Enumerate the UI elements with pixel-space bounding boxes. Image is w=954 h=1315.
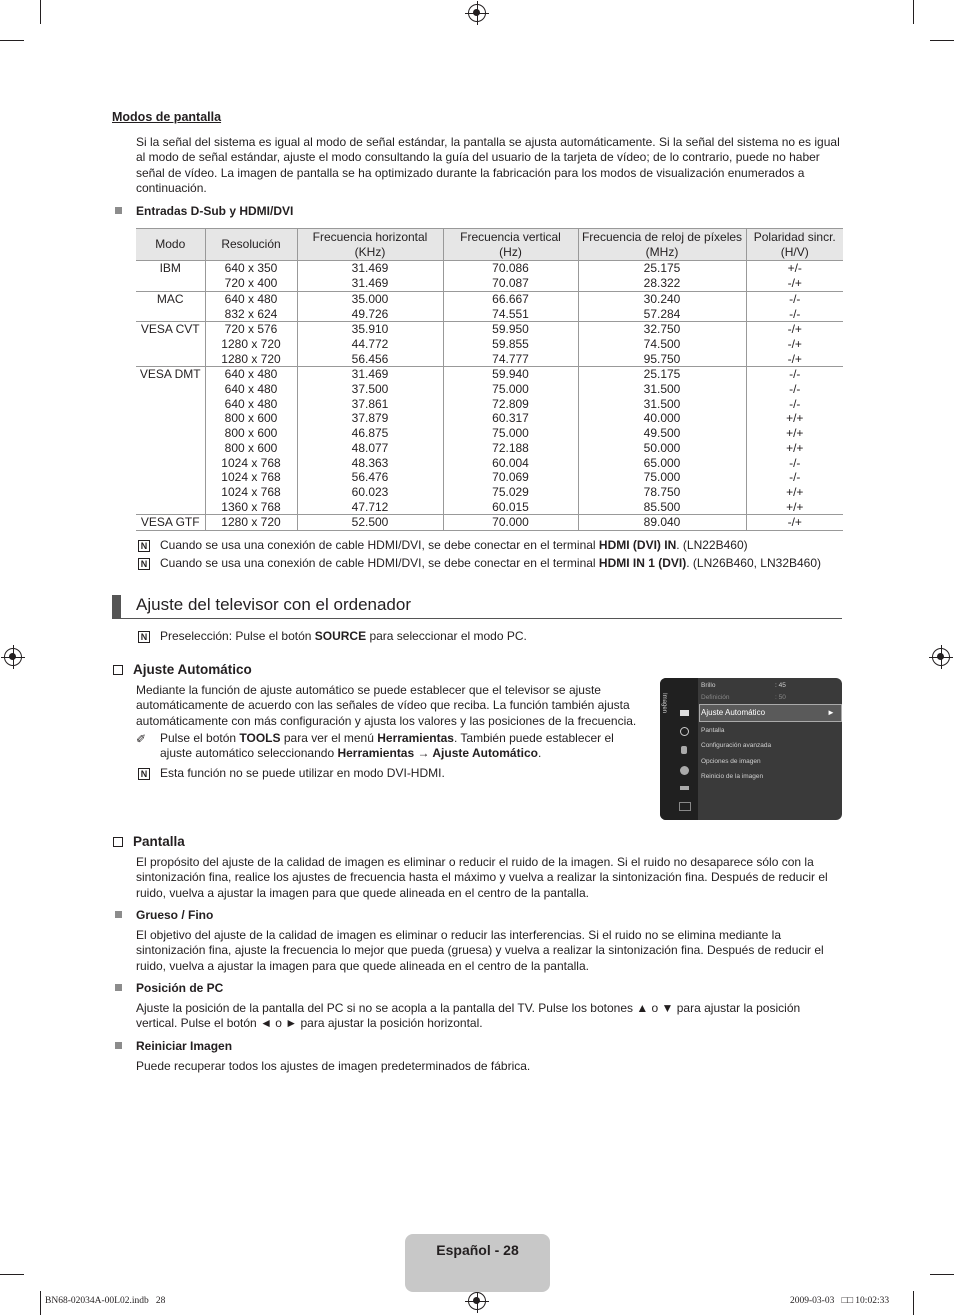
table-value: 49.726 — [351, 306, 389, 321]
grueso-row — [115, 908, 213, 922]
osd-sidebar — [660, 678, 698, 820]
grueso-text: El objetivo del ajuste de la calidad de imagen es eliminar o reducir las interferencias. Si el ruido no se elimina mediante la sintonización fina, ajuste la frecuencia lo mejor que pueda (gruesa) y vuelva a realizar la sintonización fina. Después de reducir el ruido, vuelva a ajustar la imagen para que quede alineada en el centro de la pantalla. — [136, 928, 824, 973]
table-value: 1280 x 720 — [221, 351, 281, 366]
posicion-row — [115, 981, 223, 995]
tools-icon: ✐ — [136, 732, 147, 746]
osd-arrow-icon: ► — [827, 708, 835, 717]
table-value: 640 x 480 — [224, 382, 278, 397]
pantalla-text: El propósito del ajuste de la calidad de imagen es eliminar o reducir el ruido de la imagen. Si el ruido no desaparece sólo con la sintonización fina, realice los ajustes de frecuencia hasta el máximo y vuelva a realizar la sintonización fina. Después de reducir el ruido, vuelva a ajustar la imagen para que quede alineada en el centro de la pantalla. — [136, 855, 828, 900]
table-cell-pol — [746, 367, 843, 515]
table-value: 832 x 624 — [224, 306, 278, 321]
reiniciar-label: Reiniciar Imagen — [136, 1039, 233, 1053]
text-bold: TOOLS — [239, 731, 281, 745]
grueso-label: Grueso / Fino — [136, 908, 214, 922]
table-cell-mode: MAC — [136, 291, 205, 321]
table-cell-v — [443, 261, 578, 291]
note-icon: N — [138, 768, 150, 780]
table-value: 70.086 — [492, 261, 529, 276]
table-header-row — [136, 229, 843, 261]
crop-mark — [930, 40, 954, 41]
text: Pulse el botón — [160, 731, 240, 745]
table-cell-res — [205, 291, 297, 321]
table-value: 1360 x 768 — [221, 499, 281, 514]
table-value: 75.029 — [492, 484, 529, 499]
table-value: 720 x 400 — [224, 276, 278, 291]
square-bullet-icon — [115, 1042, 122, 1049]
table-value: -/- — [789, 367, 801, 382]
text: . — [537, 746, 542, 761]
square-bullet-icon — [115, 911, 122, 918]
table-value: +/+ — [786, 484, 804, 499]
table-value: +/- — [787, 261, 802, 276]
table-value: 70.087 — [492, 276, 529, 291]
table-value: 35.000 — [351, 291, 389, 306]
crop-mark — [0, 1274, 24, 1275]
file-info: BN68-02034A-00L02.indb 28 — [45, 1296, 166, 1306]
table-value: 640 x 480 — [224, 396, 278, 411]
posicion-label: Posición de PC — [136, 981, 224, 995]
table-value: 75.000 — [492, 382, 529, 397]
table-value: 31.500 — [643, 396, 681, 411]
registration-mark-icon — [468, 4, 486, 22]
square-bullet-icon — [115, 207, 122, 214]
text-bold: Herramientas → Ajuste Automático — [337, 746, 538, 761]
table-cell-clk — [578, 367, 746, 515]
table-value: 44.772 — [351, 336, 389, 351]
table-value: 78.750 — [643, 484, 681, 499]
table-value: 60.023 — [351, 484, 389, 499]
crop-mark — [0, 40, 24, 41]
table-value: 31.469 — [351, 261, 389, 276]
auto-heading-row — [113, 662, 252, 677]
table-row — [136, 261, 843, 291]
table-value: 95.750 — [643, 351, 681, 366]
table-value: -/- — [789, 291, 801, 306]
table-value: 59.855 — [492, 336, 529, 351]
table-cell-pol — [746, 261, 843, 291]
table-value: +/+ — [786, 426, 804, 441]
table-value: -/- — [789, 455, 801, 470]
table-header-cell: Modo — [136, 229, 205, 261]
table-value: 46.875 — [351, 426, 389, 441]
table-value: -/- — [789, 470, 801, 485]
table-value: 31.500 — [643, 382, 681, 397]
note-icon: N — [138, 540, 150, 552]
section-note — [136, 629, 527, 644]
table-value: 72.188 — [492, 440, 529, 455]
table-cell-pol — [746, 291, 843, 321]
table-value: 37.879 — [351, 411, 389, 426]
note-text: . (LN26B460, LN32B460) — [686, 556, 822, 570]
reiniciar-row — [115, 1039, 232, 1053]
note-text: para seleccionar el modo PC. — [366, 629, 527, 643]
table-cell-res — [205, 367, 297, 515]
table-value: -/+ — [787, 276, 802, 291]
osd-label: Brillo — [701, 682, 716, 689]
table-value: 37.861 — [351, 396, 389, 411]
note-bold: HDMI (DVI) IN — [598, 538, 677, 552]
table-cell-v — [443, 515, 578, 531]
picture-icon — [680, 710, 689, 716]
table-value: -/- — [789, 382, 801, 397]
crop-mark — [40, 1291, 41, 1315]
table-cell-clk — [578, 515, 746, 531]
note-bold: HDMI IN 1 (DVI) — [598, 556, 687, 570]
table-value: 56.456 — [351, 351, 389, 366]
table-cell-mode: VESA DMT — [136, 367, 205, 515]
support-icon — [679, 802, 691, 811]
table-value: 52.500 — [351, 515, 389, 530]
osd-definicion-value: : 50 — [775, 694, 786, 701]
note-text: Cuando se usa una conexión de cable HDMI/DVI, se debe conectar en el terminal — [160, 538, 599, 552]
table-value: -/+ — [787, 515, 802, 530]
table-cell-pol — [746, 322, 843, 367]
crop-mark — [913, 1291, 914, 1315]
table-cell-v — [443, 291, 578, 321]
table-value: 31.469 — [351, 367, 389, 382]
table-value: +/+ — [786, 440, 804, 455]
square-bullet-icon — [115, 984, 122, 991]
table-value: 47.712 — [351, 499, 389, 514]
osd-item-reinicio: Reinicio de la imagen — [701, 773, 764, 780]
table-value: 65.000 — [643, 455, 681, 470]
section-underline — [112, 618, 842, 619]
table-value: 30.240 — [643, 291, 681, 306]
table-cell-mode: VESA CVT — [136, 322, 205, 367]
table-cell-clk — [578, 291, 746, 321]
table-value: 640 x 480 — [224, 291, 278, 306]
date-info: 2009-03-03 □□ 10:02:33 — [790, 1296, 890, 1306]
note-text: Preselección: Pulse el botón — [160, 629, 315, 643]
table-value: 59.950 — [492, 322, 529, 337]
table-value: 1024 x 768 — [221, 484, 281, 499]
auto-heading: Ajuste Automático — [133, 662, 252, 677]
table-row — [136, 515, 843, 531]
table-value: -/+ — [787, 351, 802, 366]
osd-item-config: Configuración avanzada — [701, 742, 772, 749]
table-value: 60.317 — [492, 411, 529, 426]
table-value: 66.667 — [492, 291, 529, 306]
table-value: 50.000 — [643, 440, 681, 455]
table-value: 74.500 — [643, 336, 681, 351]
table-value: 40.000 — [643, 411, 681, 426]
table-value: -/- — [789, 396, 801, 411]
table-value: 640 x 480 — [224, 367, 278, 382]
auto-note — [136, 766, 445, 781]
table-header-cell: Polaridad sincr. (H/V) — [746, 229, 843, 261]
table-row — [136, 291, 843, 321]
table-header-cell: Resolución — [205, 229, 297, 261]
checkbox-bullet-icon — [113, 837, 123, 847]
osd-item-opciones: Opciones de imagen — [701, 758, 761, 765]
table-header-cell: Frecuencia de reloj de píxeles (MHz) — [578, 229, 746, 261]
table-value: 800 x 600 — [224, 440, 278, 455]
table-cell-mode: IBM — [136, 261, 205, 291]
table-cell-res — [205, 515, 297, 531]
table-value: 57.284 — [643, 306, 681, 321]
auto-text: Mediante la función de ajuste automático se puede establecer que el televisor se ajuste automáticamente de acuerdo con las señales de vídeo que reciba. La función también ajusta automáticamente con más configuración y ajusta los valores y las posiciones de la frecuencia. — [136, 683, 637, 728]
table-cell-mode: VESA GTF — [136, 515, 205, 531]
osd-brillo — [701, 682, 715, 689]
table-value: +/+ — [786, 411, 804, 426]
text-bold: Herramientas — [377, 731, 454, 745]
note-bold: SOURCE — [314, 629, 367, 643]
table-cell-pol — [746, 515, 843, 531]
table-value: 60.004 — [492, 455, 529, 470]
table-value: 640 x 350 — [224, 261, 278, 276]
checkbox-bullet-icon — [113, 665, 123, 675]
table-note-1 — [136, 538, 846, 553]
table-value: 37.500 — [351, 382, 389, 397]
table-cell-h — [297, 322, 443, 367]
table-row — [136, 367, 843, 515]
pantalla-heading: Pantalla — [133, 834, 185, 849]
table-note-2 — [136, 556, 846, 571]
table-value: 28.322 — [643, 276, 681, 291]
text: . También puede establecer el ajuste automático seleccionando — [160, 731, 614, 761]
osd-item-pantalla: Pantalla — [701, 727, 725, 734]
table-value: 1280 x 720 — [221, 515, 281, 530]
section-bar — [112, 595, 121, 619]
table-value: -/+ — [787, 322, 802, 337]
frequency-table — [136, 228, 843, 531]
osd-definicion: Definición — [701, 694, 730, 701]
auto-tools-note — [136, 731, 636, 762]
table-value: -/- — [789, 306, 801, 321]
table-value: 74.777 — [492, 351, 529, 366]
table-cell-clk — [578, 261, 746, 291]
posicion-text: Ajuste la posición de la pantalla del PC si no se acopla a la pantalla del TV. Pulse los botones ▲ o ▼ para ajustar la posición vertical. Pulse el botón ◄ o ► para ajustar la posición horizontal. — [136, 1001, 801, 1031]
inputs-label-row — [115, 204, 293, 218]
osd-side-label: Imagen — [661, 692, 668, 714]
input-icon — [680, 786, 689, 790]
registration-mark-icon — [932, 648, 950, 666]
table-value: 89.040 — [643, 515, 681, 530]
setup-icon — [680, 766, 689, 775]
table-value: 72.809 — [492, 396, 529, 411]
note-text: Cuando se usa una conexión de cable HDMI/DVI, se debe conectar en el terminal — [160, 556, 599, 570]
inputs-label: Entradas D-Sub y HDMI/DVI — [136, 204, 294, 218]
table-value: 720 x 576 — [224, 322, 278, 337]
sound-icon — [680, 727, 689, 736]
table-value: 75.000 — [643, 470, 681, 485]
table-value: 25.175 — [643, 261, 681, 276]
table-value: 35.910 — [351, 322, 389, 337]
table-value: 85.500 — [643, 499, 681, 514]
table-value: 48.363 — [351, 455, 389, 470]
table-cell-res — [205, 322, 297, 367]
text: para ver el menú — [280, 731, 378, 745]
osd-brillo-value: : 45 — [775, 682, 786, 689]
table-cell-h — [297, 291, 443, 321]
crop-mark — [40, 0, 41, 24]
osd-selected-label: Ajuste Automático — [701, 708, 766, 717]
table-value: 70.000 — [492, 515, 529, 530]
table-cell-res — [205, 261, 297, 291]
table-value: 59.940 — [492, 367, 529, 382]
table-value: 32.750 — [643, 322, 681, 337]
modos-heading: Modos de pantalla — [112, 110, 222, 124]
table-value: 60.015 — [492, 499, 529, 514]
table-cell-h — [297, 261, 443, 291]
note-text: . (LN22B460) — [676, 538, 748, 552]
table-value: 25.175 — [643, 367, 681, 382]
registration-mark-icon — [468, 1292, 486, 1310]
pantalla-heading-row — [113, 834, 185, 849]
crop-mark — [930, 1274, 954, 1275]
registration-mark-icon — [4, 648, 22, 666]
table-value: 31.469 — [351, 276, 389, 291]
table-value: 1280 x 720 — [221, 336, 281, 351]
reiniciar-text: Puede recuperar todos los ajustes de imagen predeterminados de fábrica. — [136, 1059, 531, 1073]
modos-intro: Si la señal del sistema es igual al modo de señal estándar, la pantalla se ajusta automáticamente. Si la señal del sistema no es igual al modo de señal estándar, ajuste el modo consultando la guía del usuario de la tarjeta de vídeo; de lo contrario, puede no haber señal de vídeo. La imagen de pantalla se ha optimizado durante la fabricación para los modos de visualización enumerados a continuación. — [136, 135, 840, 195]
table-value: 800 x 600 — [224, 426, 278, 441]
table-value: 56.476 — [351, 470, 389, 485]
table-value: -/+ — [787, 336, 802, 351]
note-icon: N — [138, 558, 150, 570]
table-cell-h — [297, 515, 443, 531]
table-value: 75.000 — [492, 426, 529, 441]
note-text: Esta función no se puede utilizar en modo DVI-HDMI. — [160, 766, 445, 780]
osd-menu — [660, 678, 842, 820]
table-header-cell: Frecuencia vertical (Hz) — [443, 229, 578, 261]
table-value: 800 x 600 — [224, 411, 278, 426]
crop-mark — [913, 0, 914, 24]
note-icon: N — [138, 631, 150, 643]
table-value: 49.500 — [643, 426, 681, 441]
table-value: 48.077 — [351, 440, 389, 455]
page-number: Español - 28 — [436, 1242, 519, 1258]
section-title: Ajuste del televisor con el ordenador — [136, 595, 411, 614]
table-value: 70.069 — [492, 470, 529, 485]
table-cell-v — [443, 322, 578, 367]
table-value: 74.551 — [492, 306, 529, 321]
table-row — [136, 322, 843, 367]
table-cell-v — [443, 367, 578, 515]
table-header-cell: Frecuencia horizontal (KHz) — [297, 229, 443, 261]
table-cell-clk — [578, 322, 746, 367]
channel-icon — [681, 746, 687, 754]
table-value: 1024 x 768 — [221, 470, 281, 485]
table-value: +/+ — [786, 499, 804, 514]
table-value: 1024 x 768 — [221, 455, 281, 470]
table-cell-h — [297, 367, 443, 515]
